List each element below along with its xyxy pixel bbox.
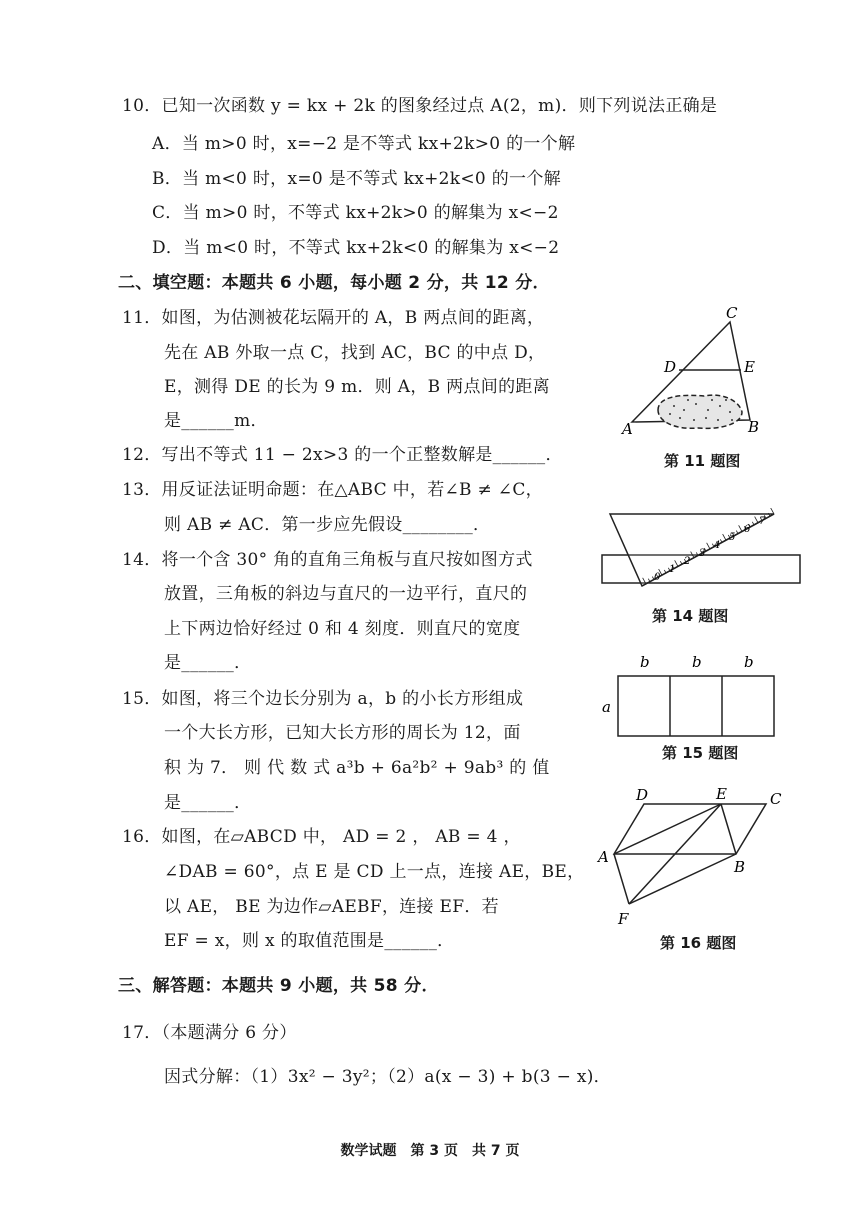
q14-line4: 是______． (164, 653, 252, 673)
section2-title: 二、填空题：本题共 6 小题，每小题 2 分，共 12 分． (118, 273, 550, 293)
figure-16-caption: 第 16 题图 (660, 934, 737, 952)
fig11-label-c: C (726, 304, 738, 322)
q15-line1: 15．如图，将三个边长分别为 a，b 的小长方形组成 (122, 689, 524, 709)
fig14-tick-7: 7 (759, 516, 766, 527)
q12-line: 12．写出不等式 11 − 2x>3 的一个正整数解是______． (122, 445, 563, 465)
figure-11-caption: 第 11 题图 (664, 452, 741, 470)
fig16-label-c: C (770, 790, 782, 808)
q13-line1: 13．用反证法证明命题：在△ABC 中，若∠B ≠ ∠C， (122, 480, 543, 500)
fig14-tick-mark (771, 508, 774, 514)
q14-line2: 放置，三角板的斜边与直尺的一边平行，直尺的 (164, 584, 528, 604)
q11-line2: 先在 AB 外取一点 C，找到 AC，BC 的中点 D， (164, 343, 546, 363)
fig16-label-a: A (598, 848, 609, 866)
fig14-tick-5: 5 (729, 532, 736, 543)
figure-11-triangle (612, 298, 782, 438)
fig15-label-b2: b (692, 653, 702, 671)
fig11-label-d: D (664, 358, 677, 376)
q17-title: 17．（本题满分 6 分） (122, 1023, 297, 1043)
q10-option-d: D．当 m<0 时，不等式 kx+2k<0 的解集为 x<−2 (152, 238, 560, 258)
fig16-label-e: E (716, 785, 727, 803)
q10-option-a: A．当 m>0 时，x=−2 是不等式 kx+2k>0 的一个解 (152, 134, 576, 154)
figure-14-caption: 第 14 题图 (652, 607, 729, 625)
q15-line3: 积 为 7． 则 代 数 式 a³b + 6a²b² + 9ab³ 的 值 (164, 758, 550, 778)
figure-15-rectangles (596, 650, 786, 740)
fig15-label-a: a (602, 698, 611, 716)
q11-line1: 11．如图，为估测被花坛隔开的 A，B 两点间的距离， (122, 308, 545, 328)
figure-15-caption: 第 15 题图 (662, 744, 739, 762)
q10-option-c: C．当 m>0 时，不等式 kx+2k>0 的解集为 x<−2 (152, 203, 559, 223)
fig16-label-b: B (734, 858, 746, 876)
fig11-label-a: A (622, 420, 633, 438)
q16-line1: 16．如图，在▱ABCD 中， AD = 2 ， AB = 4 ， (122, 827, 521, 847)
q17-body: 因式分解：（1）3x² − 3y²；（2）a(x − 3) + b(3 − x)． (164, 1067, 611, 1087)
page-footer: 数学试题 第 3 页 共 7 页 (340, 1143, 520, 1159)
q11-line3: E，测得 DE 的长为 9 m．则 A，B 两点间的距离 (164, 377, 550, 397)
fig11-label-e: E (744, 358, 755, 376)
fig16-label-d: D (636, 786, 649, 804)
fig16-label-f: F (618, 910, 629, 928)
fig14-tick-2: 2 (684, 556, 691, 567)
q15-line4: 是______． (164, 793, 252, 813)
fig14-tick-3: 3 (699, 548, 706, 559)
q13-line2: 则 AB ≠ AC．第一步应先假设________． (164, 515, 491, 535)
q10-option-b: B．当 m<0 时，x=0 是不等式 kx+2k<0 的一个解 (152, 169, 561, 189)
q16-line3: 以 AE， BE 为边作▱AEBF，连接 EF．若 (164, 897, 499, 917)
section3-title: 三、解答题：本题共 9 小题，共 58 分． (118, 976, 439, 996)
q15-line2: 一个大长方形，已知大长方形的周长为 12，面 (164, 723, 521, 743)
figure-16-parallelograms (592, 782, 792, 932)
fig11-label-b: B (748, 418, 760, 436)
q14-line3: 上下两边恰好经过 0 和 4 刻度．则直尺的宽度 (164, 619, 521, 639)
fig14-tick-0: 0 (654, 572, 661, 583)
fig14-tick-1: 1 (669, 564, 676, 575)
q14-line1: 14．将一个含 30° 角的直角三角板与直尺按如图方式 (122, 550, 533, 570)
q11-line4: 是______m． (164, 411, 268, 431)
fig15-label-b1: b (640, 653, 650, 671)
fig14-tick-4: 4 (714, 540, 721, 551)
fig14-tick-6: 6 (744, 524, 751, 535)
fig15-label-b3: b (744, 653, 754, 671)
q16-line2: ∠DAB = 60°，点 E 是 CD 上一点，连接 AE，BE， (164, 862, 585, 882)
figure-14-ruler-triangle (598, 508, 804, 590)
q10-stem: 10．已知一次函数 y = kx + 2k 的图象经过点 A(2，m)．则下列说法正确是 (122, 96, 718, 116)
q16-line4: EF = x，则 x 的取值范围是______． (164, 931, 455, 951)
